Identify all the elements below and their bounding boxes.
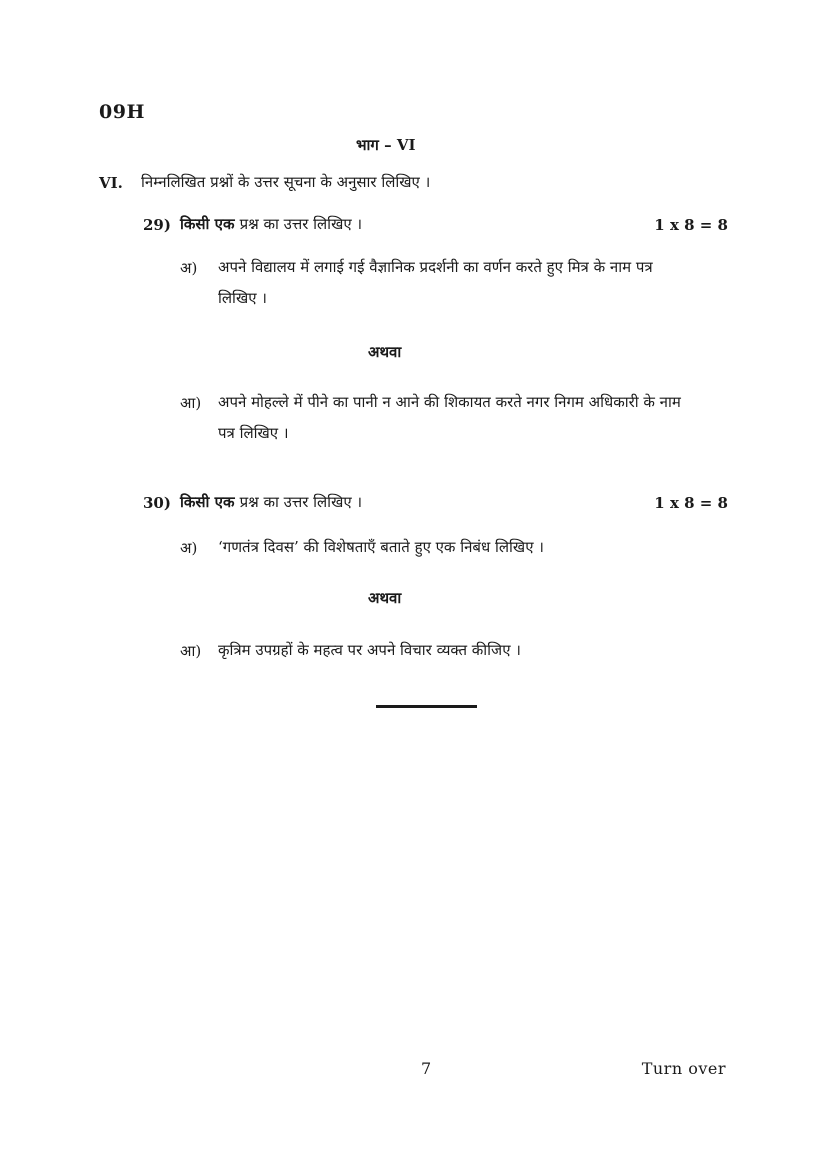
part-title: भाग – VI	[356, 136, 416, 154]
option-a-label: अ)	[180, 259, 198, 277]
section-instruction: निम्नलिखित प्रश्नों के उत्तर सूचना के अनुसार लिखिए ।	[141, 173, 431, 191]
option-b-label: आ)	[180, 642, 202, 660]
question-marks: 1 x 8 = 8	[654, 494, 728, 512]
or-label: अथवा	[368, 343, 402, 361]
option-b-text: अपने मोहल्ले में पीने का पानी न आने की शिकायत करते नगर निगम अधिकारी के नाम पत्र लिखिए ।	[218, 393, 681, 442]
option-a-text: ‘गणतंत्र दिवस’ की विशेषताएँ बताते हुए एक निबंध लिखिए ।	[218, 538, 544, 556]
page-number: 7	[421, 1059, 432, 1078]
question-number: 29)	[143, 216, 171, 234]
question-number: 30)	[143, 494, 171, 512]
option-b-label: आ)	[180, 394, 202, 412]
question-instruction-line	[180, 214, 362, 234]
section-number: VI.	[99, 174, 123, 192]
question-marks: 1 x 8 = 8	[654, 216, 728, 234]
option-a-label: अ)	[180, 539, 198, 557]
question-instruction-line	[180, 492, 362, 512]
turn-over-label: Turn over	[641, 1059, 726, 1078]
question-lead: किसी एक	[180, 493, 235, 511]
question-instruction: प्रश्न का उत्तर लिखिए ।	[239, 215, 363, 233]
question-lead: किसी एक	[180, 215, 235, 233]
option-a-text: अपने विद्यालय में लगाई गई वैज्ञानिक प्रदर्शनी का वर्णन करते हुए मित्र के नाम पत्र लिखिए ।	[218, 258, 653, 307]
question-instruction: प्रश्न का उत्तर लिखिए ।	[239, 493, 363, 511]
end-rule	[376, 705, 477, 708]
option-b-text: कृत्रिम उपग्रहों के महत्व पर अपने विचार व्यक्त कीजिए ।	[218, 641, 521, 659]
or-label: अथवा	[368, 589, 402, 607]
paper-code: 09H	[99, 101, 145, 123]
